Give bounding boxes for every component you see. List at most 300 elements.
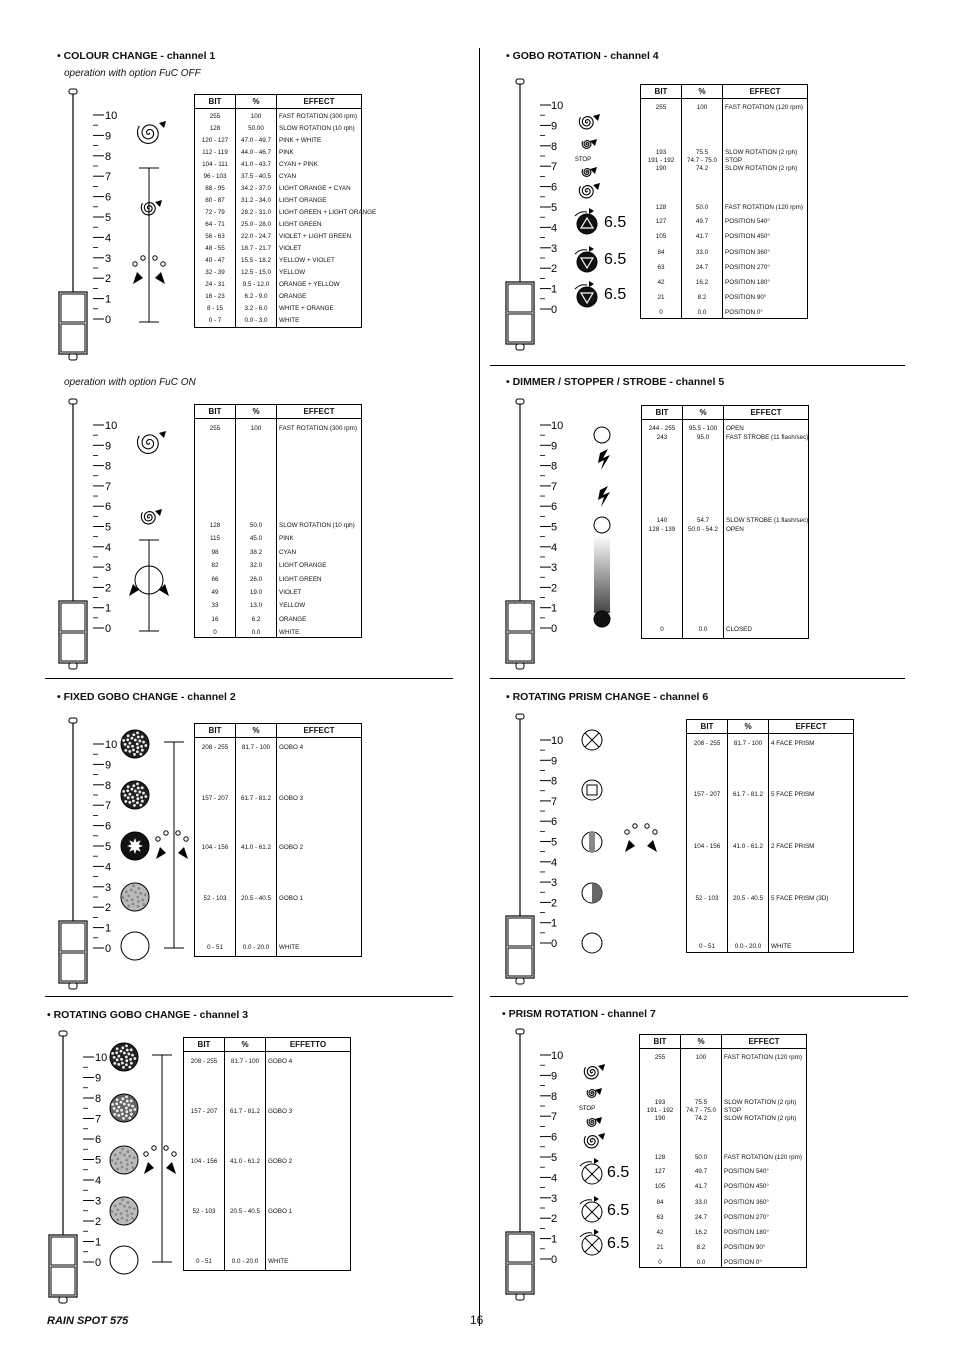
gobo-speck	[125, 891, 128, 894]
table-cell: 74.2	[695, 165, 709, 172]
scale-number: 6	[105, 501, 112, 514]
table-cell: 104 - 156	[693, 843, 721, 850]
model-name: RAIN SPOT 575	[47, 1315, 129, 1327]
table-cell: POSITION 540°	[725, 218, 770, 225]
rot-gobo-table: BIT % EFFETTO 208 - 255 157 - 207 104 - 156 52 - 103 0 - 51 81.7 - 100 61.7 - 81.2 41.0 - 61.2 20.5 - 40.5 0.0 - 20.0 GOBO 4 GOBO 3 GOBO 2 GOBO 1 WHITE	[183, 1037, 351, 1271]
scale-number: 1	[105, 922, 112, 935]
gobo-speck	[130, 889, 133, 892]
arrow-head-icon	[594, 1158, 599, 1164]
dot-icon	[144, 1152, 148, 1156]
table-cell: POSITION 270°	[724, 1214, 769, 1221]
gobo-speck	[142, 741, 145, 744]
gobo-speck	[142, 903, 145, 906]
table-cell: 0.0 - 20.0	[242, 944, 270, 951]
slow-rotation-spiral-icon	[582, 169, 591, 177]
scale-number: 7	[551, 1111, 558, 1124]
table-cell: POSITION 180°	[725, 279, 770, 286]
page-number: 16	[470, 1313, 484, 1327]
table-cell: 0	[660, 626, 664, 633]
gobo-speck	[131, 1105, 134, 1108]
table-cell: GOBO 4	[279, 744, 304, 751]
table-cell: 33.0	[694, 1199, 708, 1206]
table-cell: POSITION 90°	[724, 1244, 766, 1251]
table-cell: 75.5	[694, 1099, 708, 1106]
table-cell: VIOLET + LIGHT GREEN	[279, 233, 352, 240]
scale-number: 0	[551, 623, 558, 635]
table-cell: 16	[211, 616, 219, 623]
gobo-speck	[111, 1052, 114, 1055]
scale-number: 10	[551, 1050, 564, 1062]
gobo-speck	[142, 792, 145, 795]
gobo-speck	[130, 1113, 133, 1116]
gobo-speck	[120, 1050, 123, 1053]
table-cell: 190	[655, 165, 667, 172]
table-cell: 98	[211, 549, 219, 556]
table-cell: POSITION 450°	[725, 233, 770, 240]
table-cell: STOP	[725, 157, 743, 164]
scale-number: 0	[551, 304, 558, 316]
scale-number: 9	[95, 1072, 102, 1085]
gobo-speck	[124, 749, 127, 752]
table-cell: 255	[655, 104, 667, 111]
gobo-speck	[139, 804, 142, 807]
gobo-speck	[128, 801, 131, 804]
fast-rotation-spiral-icon	[579, 186, 593, 198]
table-cell: 105	[655, 233, 667, 240]
gobo-speck	[126, 1100, 129, 1103]
gobo-speck	[131, 1054, 134, 1057]
scale-number: 3	[551, 562, 558, 575]
gobo-speck	[116, 1218, 119, 1221]
table-cell: 13.0	[249, 602, 263, 609]
gobo-speck	[117, 1055, 120, 1058]
scale-number: 6	[551, 1131, 558, 1144]
arrow-head-icon	[589, 246, 594, 252]
gobo-speck	[117, 1106, 120, 1109]
gobo-speck	[125, 899, 128, 902]
arrow-head-icon	[594, 1229, 599, 1235]
dot-icon	[172, 1152, 176, 1156]
table-cell: 8 - 15	[206, 305, 224, 312]
start: 6.5	[604, 214, 627, 231]
table-cell: OPEN	[726, 526, 744, 533]
scale-number: 5	[551, 202, 558, 214]
gobo-speck	[121, 1147, 124, 1150]
table-cell: FAST ROTATION (120 rpm)	[725, 104, 804, 111]
table-cell: 40 - 47	[205, 257, 225, 264]
table-cell: 41.0 - 43.7	[240, 161, 272, 168]
table-cell: 104 - 111	[202, 161, 228, 168]
table-cell: 193	[654, 1099, 666, 1106]
table-cell: 42	[657, 279, 665, 286]
gobo-speck	[131, 796, 134, 799]
table-cell: 74.2	[694, 1115, 708, 1122]
gobo-speck	[120, 1212, 123, 1215]
scale-number: 8	[551, 1090, 558, 1103]
table-cell: 81.7 - 100	[241, 744, 271, 751]
gobo-speck	[137, 787, 140, 790]
gobo-speck	[137, 900, 140, 903]
gobo-speck	[144, 744, 147, 747]
table-cell: FAST ROTATION (120 rpm)	[725, 204, 804, 211]
table-cell: 8.2	[696, 1244, 706, 1251]
dot-icon	[141, 256, 145, 260]
table-cell: SLOW ROTATION (2 rph)	[725, 165, 798, 172]
slider-thumb-lower	[508, 948, 532, 976]
table-cell: 0.0	[251, 629, 261, 636]
gobo-speck	[114, 1154, 117, 1157]
scale-number: 4	[551, 856, 558, 869]
scale-number: 0	[551, 1254, 558, 1266]
table-cell: POSITION 180°	[724, 1229, 769, 1236]
table-cell: 75.5	[695, 149, 709, 156]
table-cell: 24.7	[694, 1214, 708, 1221]
table-cell: POSITION 0°	[725, 309, 763, 316]
gobo-speck	[122, 790, 125, 793]
gobo-speck	[139, 753, 142, 756]
gobo-speck	[132, 784, 135, 787]
table-cell: POSITION 450°	[724, 1183, 769, 1190]
scale-number: 0	[105, 623, 112, 635]
gobo-speck	[138, 887, 141, 890]
table-cell: 72 - 79	[205, 209, 225, 216]
gobo-speck	[140, 796, 143, 799]
scale-number: 3	[95, 1195, 102, 1208]
table-cell: PINK + WHITE	[279, 137, 322, 144]
table-cell: 32 - 39	[205, 269, 225, 276]
gobo-speck	[125, 1095, 128, 1098]
gobo-speck	[115, 1102, 118, 1105]
gobo-speck	[139, 892, 142, 895]
table-cell: 28.2 - 31.0	[240, 209, 272, 216]
gobo-speck	[131, 1166, 134, 1169]
gobo-speck	[121, 1062, 124, 1065]
gobo-speck	[131, 788, 134, 791]
fixed-gobo-title: • FIXED GOBO CHANGE - channel 2	[57, 691, 236, 703]
slider-bottom-cap	[59, 1297, 67, 1303]
gobo-speck	[117, 1063, 120, 1066]
table-cell: 100	[250, 425, 262, 432]
slider-bottom-cap	[69, 983, 77, 989]
gobo-speck	[128, 1066, 131, 1069]
prism-step-arrows-left	[625, 840, 635, 852]
table-cell: CYAN + PINK	[279, 161, 318, 168]
slider-bottom-cap	[516, 663, 524, 669]
gobo-speck	[128, 750, 131, 753]
gobo-speck	[128, 1117, 131, 1120]
table-cell: GOBO 1	[268, 1208, 293, 1215]
table-cell: 0 - 51	[206, 944, 224, 951]
dot-icon	[625, 830, 629, 834]
gobo-speck	[117, 1114, 120, 1117]
fast-rotation-spiral-icon	[138, 125, 159, 143]
gobo-speck	[141, 786, 144, 789]
dot-icon	[645, 824, 649, 828]
prism-2-face-band	[589, 832, 595, 852]
table-cell: 208 - 255	[693, 740, 721, 747]
fixed-gobo-table: BIT % EFFECT 208 - 255 157 - 207 104 - 156 52 - 103 0 - 51 81.7 - 100 61.7 - 81.2 41.0 - 61.2 20.5 - 40.5 0.0 - 20.0 GOBO 4 GOBO 3 GOBO 2 GOBO 1 WHITE	[194, 723, 362, 957]
dmx-slider	[59, 718, 104, 989]
gobo-speck	[134, 739, 137, 742]
table-cell: 0.0	[697, 309, 707, 316]
table-cell: 96 - 103	[203, 173, 227, 180]
gobo-speck	[113, 1107, 116, 1110]
table-cell: 255	[209, 425, 221, 432]
gobo-speck	[130, 1048, 133, 1051]
scale-number: 5	[95, 1154, 102, 1167]
scale-number: 2	[551, 897, 558, 910]
table-cell: 74.7 - 75.0	[686, 157, 718, 164]
prism-rotation-title: • PRISM ROTATION - channel 7	[502, 1008, 656, 1020]
table-cell: 120 - 127	[201, 137, 229, 144]
dot-icon	[184, 837, 188, 841]
slider-thumb-upper	[508, 603, 532, 631]
dmx-slider	[59, 399, 104, 669]
table-cell: WHITE	[268, 1258, 289, 1265]
stop-label: STOP	[574, 157, 592, 163]
gobo-rotation-title: • GOBO ROTATION - channel 4	[506, 50, 659, 62]
table-cell: 24.7	[695, 264, 709, 271]
gobo-speck	[127, 734, 130, 737]
gobo-speck	[124, 800, 127, 803]
table-cell: 21	[656, 1244, 664, 1251]
table-cell: FAST STROBE (11 flash/sec)	[726, 434, 809, 441]
table-cell: 20.5 - 40.5	[240, 895, 272, 902]
slider-bottom-cap	[69, 663, 77, 669]
table-cell: 0	[658, 1259, 662, 1266]
table-cell: 49.7	[694, 1168, 708, 1175]
scale-number: 6	[551, 181, 558, 194]
gobo-speck	[120, 1058, 123, 1061]
colour-on-table: BIT % EFFECT 255 128 115 98 82 66 49 33 16 0 100 50.0 45.0 38.2 32.0 26.0 19.0 13.0 6.2 0.0 FAST ROTATION (300 rpm) SLOW ROTATION (10 rph) PINK CYAN LIGHT ORANGE LIGHT GREEN VIOLET YELLOW ORANGE WHITE	[194, 404, 362, 638]
table-cell: POSITION 540°	[724, 1168, 769, 1175]
gobo-speck	[125, 1110, 128, 1113]
slider-thumb-upper	[51, 1237, 75, 1265]
scale-number: 4	[551, 1172, 558, 1185]
table-cell: 0	[213, 629, 217, 636]
dot-icon	[156, 837, 160, 841]
table-cell: WHITE	[771, 943, 792, 950]
slider-bottom-cap	[516, 344, 524, 350]
gobo-speck	[121, 1046, 124, 1049]
open-circle-icon	[594, 517, 610, 533]
scale-number: 10	[551, 420, 564, 432]
table-cell: 190	[654, 1115, 666, 1122]
gobo-speck	[144, 795, 147, 798]
table-cell: WHITE + ORANGE	[279, 305, 334, 312]
gobo-speck	[124, 743, 127, 746]
table-cell: 56 - 63	[205, 233, 225, 240]
prism-3d-shade	[592, 883, 602, 903]
table-cell: 191 - 192	[647, 157, 675, 164]
table-cell: POSITION 360°	[724, 1199, 769, 1206]
gobo-speck	[126, 1163, 129, 1166]
table-cell: 0 - 51	[195, 1258, 213, 1265]
table-cell: WHITE	[279, 944, 300, 951]
start: 6.5	[607, 1202, 630, 1219]
scale-number: 7	[105, 480, 112, 493]
scale-number: 2	[551, 582, 558, 595]
fast-rotation-spiral-icon	[138, 435, 159, 454]
table-cell: 19.0	[249, 589, 263, 596]
slider-thumb-upper	[508, 1234, 532, 1262]
slider-thumb-upper	[61, 923, 85, 951]
gobo-speck	[122, 739, 125, 742]
table-cell: VIOLET	[279, 589, 302, 596]
gobo-speck	[113, 1113, 116, 1116]
slider-bottom-cap	[516, 978, 524, 984]
table-cell: 41.7	[694, 1183, 708, 1190]
fuc-off-subtitle: operation with option FuC OFF	[64, 68, 201, 79]
table-cell: FAST ROTATION (120 rpm)	[724, 1154, 803, 1161]
scale-number: 4	[551, 541, 558, 554]
scale-number: 1	[95, 1236, 102, 1249]
slow-rotation-spiral-icon	[587, 1119, 596, 1127]
gobo-speck	[119, 1152, 122, 1155]
gobo-speck	[116, 1158, 119, 1161]
slider-top-cap	[516, 714, 524, 719]
arrow-head-icon	[593, 183, 600, 190]
table-cell: 82	[211, 562, 219, 569]
gobo-speck	[133, 753, 136, 756]
slider-thumb-lower	[61, 324, 85, 352]
table-cell: GOBO 3	[268, 1108, 293, 1115]
gobo-speck	[138, 791, 141, 794]
start: 6.5	[607, 1164, 630, 1181]
gobo-speck	[116, 1047, 119, 1050]
table-cell: SLOW ROTATION (2 rph)	[724, 1115, 797, 1122]
table-cell: SLOW ROTATION (2 rph)	[724, 1099, 797, 1106]
gobo-speck	[134, 790, 137, 793]
scale-number: 9	[551, 1070, 558, 1083]
table-cell: 80 - 87	[205, 197, 225, 204]
arrow-head-icon	[598, 1133, 605, 1140]
arrow-head-icon	[589, 208, 594, 214]
arrow-head-icon	[589, 281, 594, 287]
gobo-speck	[128, 742, 131, 745]
scale-number: 6	[551, 816, 558, 829]
start: 6.5	[604, 251, 627, 268]
scale-number: 3	[105, 252, 112, 265]
gobo-speck	[128, 793, 131, 796]
table-cell: 21	[657, 294, 665, 301]
gobo-speck	[129, 1058, 132, 1061]
slider-thumb-upper	[508, 918, 532, 946]
gobo-speck	[126, 1168, 129, 1171]
scale-number: 3	[105, 562, 112, 575]
table-cell: GOBO 1	[279, 895, 304, 902]
table-cell: LIGHT GREEN	[279, 576, 322, 583]
arrow-head-icon	[598, 1064, 605, 1071]
gobo-speck	[134, 891, 137, 894]
gobo-speck	[127, 904, 130, 907]
slider-thumb-upper	[508, 284, 532, 312]
scale-number: 7	[551, 480, 558, 493]
scale-number: 8	[105, 150, 112, 163]
scale-number: 7	[95, 1113, 102, 1126]
table-cell: 0 - 7	[208, 317, 222, 324]
scale-number: 10	[551, 735, 564, 747]
table-cell: 5 FACE PRISM (3D)	[771, 895, 829, 902]
slow-rotation-spiral-icon	[141, 203, 155, 215]
gobo-speck	[123, 1154, 126, 1157]
scale-number: 5	[551, 521, 558, 534]
table-cell: 9.5 - 12.0	[242, 281, 270, 288]
scale-number: 9	[551, 755, 558, 768]
gobo-speck	[121, 1166, 124, 1169]
gobo-step-arrows-right	[166, 1162, 176, 1174]
gobo-rotation-table: BIT % EFFECT 255 193 191 - 192 190 128 127 105 84 63 42 21 0 100 75.5 74.7 - 75.0 74.2 50.0 49.7 41.7 33.0 24.7 16.2 8.2 0.0 FAST ROTATION (120 rpm) SLOW ROTATION (2 rph) STOP SLOW ROTATION (2 rph) FAST ROTATION (120 rpm) POSITION 540° POSITION 450° POSITION 360° POSITION 270° POSITION 180° POSITION 90° POSITION 0°	[640, 84, 808, 319]
table-cell: 41.7	[695, 233, 709, 240]
table-cell: 243	[656, 434, 668, 441]
table-cell: 0.0 - 3.0	[244, 317, 268, 324]
table-cell: 157 - 207	[201, 795, 229, 802]
table-cell: GOBO 2	[279, 844, 304, 851]
gobo-speck	[113, 1062, 116, 1065]
scale-number: 3	[551, 1192, 558, 1205]
scale-number: 4	[95, 1175, 102, 1187]
table-cell: 49.7	[695, 218, 709, 225]
gobo-speck	[133, 804, 136, 807]
table-cell: SLOW ROTATION (10 rph)	[279, 125, 355, 132]
scale-number: 0	[551, 938, 558, 950]
table-cell: 26.0	[249, 576, 263, 583]
fast-rotation-spiral-icon	[584, 1136, 598, 1148]
arrow-head-icon	[594, 1196, 599, 1202]
table-cell: SLOW ROTATION (2 rph)	[725, 149, 798, 156]
gobo-speck	[133, 1108, 136, 1111]
table-cell: 61.7 - 81.2	[732, 791, 764, 798]
table-cell: 8.2	[697, 294, 707, 301]
table-cell: 50.0 - 54.2	[687, 526, 719, 533]
scale-number: 2	[95, 1216, 102, 1228]
white-open-icon	[582, 933, 602, 953]
gobo-speck	[125, 1056, 128, 1059]
gobo-speck	[116, 1167, 119, 1170]
slider-thumb-lower	[61, 633, 85, 661]
table-cell: 0.0	[696, 1259, 706, 1266]
dot-icon	[164, 831, 168, 835]
slider-bottom-cap	[516, 1294, 524, 1300]
fast-rotation-spiral-icon	[584, 1067, 598, 1079]
table-cell: PINK	[279, 149, 294, 156]
table-cell: 31.2 - 34.0	[240, 197, 272, 204]
table-cell: 104 - 156	[190, 1158, 218, 1165]
gobo-speck	[131, 898, 134, 901]
scale-number: 3	[551, 242, 558, 255]
table-cell: 0.0 - 20.0	[734, 943, 762, 950]
gobo-speck	[114, 1205, 117, 1208]
star-shape	[127, 838, 143, 854]
start: 6.5	[604, 286, 627, 303]
gobo-speck	[127, 1053, 130, 1056]
table-cell: 49	[211, 589, 219, 596]
table-cell: 81.7 - 100	[733, 740, 763, 747]
table-cell: 45.0	[249, 535, 263, 542]
gobo-speck	[128, 1155, 131, 1158]
slider-top-cap	[69, 89, 77, 94]
prism-change-title: • ROTATING PRISM CHANGE - channel 6	[506, 691, 709, 703]
gobo-speck	[122, 1117, 125, 1120]
gobo-speck	[121, 1097, 124, 1100]
table-cell: ORANGE	[279, 616, 307, 623]
table-cell: 33	[211, 602, 219, 609]
gobo-speck	[113, 1056, 116, 1059]
table-cell: 33.0	[695, 249, 709, 256]
dmx-slider	[49, 1031, 94, 1303]
table-cell: 52 - 103	[192, 1208, 216, 1215]
table-cell: 208 - 255	[190, 1058, 218, 1065]
